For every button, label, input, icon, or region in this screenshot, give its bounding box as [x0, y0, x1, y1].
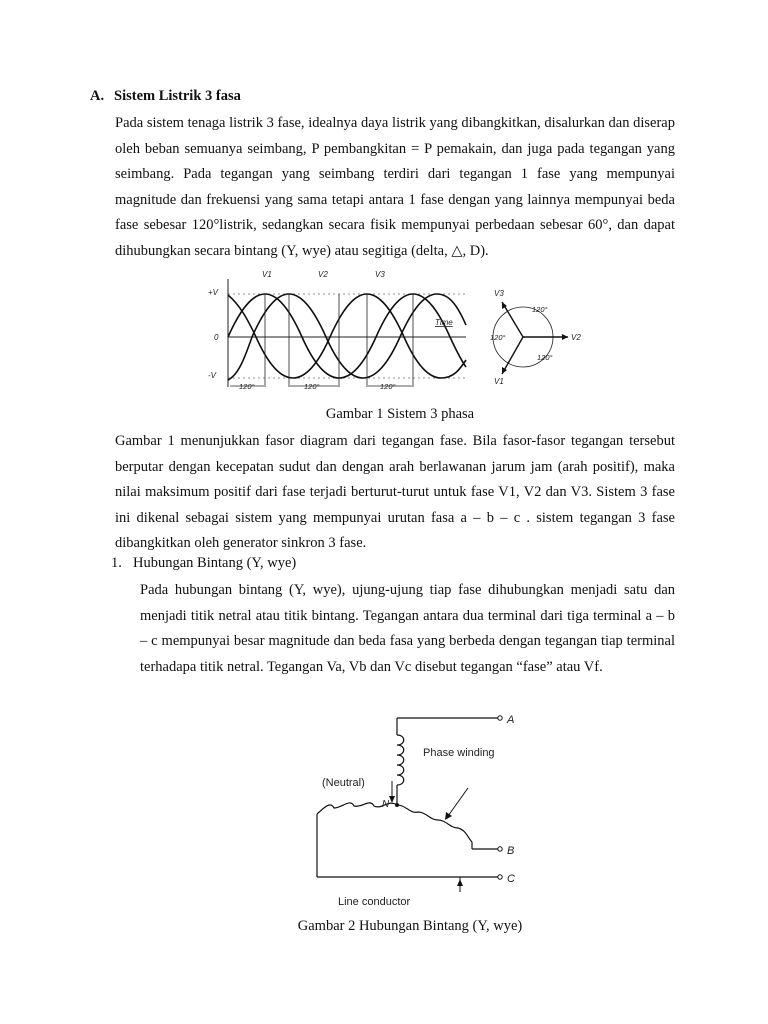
phase-winding-label: Phase winding: [423, 747, 495, 759]
phasor-angle-3: 120°: [537, 353, 553, 362]
wave-label-v2: V2: [318, 270, 328, 279]
axis-label-plus-v: +V: [208, 288, 219, 297]
terminal-b-label: B: [507, 845, 515, 857]
figure2-caption: Gambar 2 Hubungan Bintang (Y, wye): [297, 918, 523, 934]
section-label: A.: [90, 88, 105, 104]
subsection-heading: [111, 555, 296, 572]
phasor-label-v1: V1: [494, 377, 504, 386]
phasor-angle-1: 120°: [532, 305, 548, 314]
terminal-c-label: C: [507, 873, 515, 885]
phasor-label-v2: V2: [571, 333, 581, 342]
phasor-angle-2: 120°: [490, 333, 506, 342]
star-connection-diagram: [300, 710, 530, 915]
section-heading: [90, 88, 241, 105]
intro-paragraph: Pada sistem tenaga listrik 3 fase, idealnya daya listrik yang dibangkitkan, disalurkan dan diserap oleh beban semuanya seimbang, P pembangkitan = P pemakain, dan juga pada tegangan yang seimbang. Pada tegangan yang seimbang terdiri dari tegangan 1 fase yang mempunyai magnitude dan frekuensi yang sama tetapi antara 1 fase dengan yang lainnya mempunyai beda fase sebesar 120°listrik, sedangkan secara fisik mempunyai perbedaan sebesar 60°, dan dapat dihubungkan secara bintang (Y, wye) atau segitiga (delta, △, D).: [115, 115, 675, 259]
three-phase-waveform-figure: [200, 265, 470, 395]
interval-label-3: 120°: [380, 382, 396, 391]
neutral-label: (Neutral): [322, 777, 365, 789]
axis-label-minus-v: -V: [208, 371, 216, 380]
figure1-caption: Gambar 1 Sistem 3 phasa: [325, 406, 475, 422]
line-conductor-label: Line conductor: [338, 896, 411, 908]
terminal-a-label: A: [507, 714, 515, 726]
phasor-explanation-paragraph: Gambar 1 menunjukkan fasor diagram dari tegangan fase. Bila fasor-fasor tegangan tersebut berputar dengan kecepatan sudut dan dengan arah berlawanan jarum jam (arah positif), maka nilai maksimum positif dari fase terjadi berturut-turut untuk fase V1, V2 dan V3. Sistem 3 fase ini dikenal sebagai sistem yang mempunyai urutan fasa a – b – c . sistem tegangan 3 fase dibangkitkan oleh generator sinkron 3 fase.: [115, 433, 675, 552]
interval-label-1: 120°: [239, 382, 255, 391]
neutral-point-label: N: [382, 799, 390, 810]
section-title: Sistem Listrik 3 fasa: [114, 88, 241, 104]
axis-label-time: Time: [435, 318, 453, 327]
wave-label-v3: V3: [375, 270, 385, 279]
star-connection-paragraph: Pada hubungan bintang (Y, wye), ujung-ujung tiap fase dihubungkan menjadi satu dan menjadi titik netral atau titik bintang. Tegangan antara dua terminal dari tiga terminal a – b – c mempunyai besar magnitude dan beda fasa yang berbeda dengan tegangan tiap terminal terhadapa titik netral. Tegangan Va, Vb dan Vc disebut tegangan “fase” atau Vf.: [140, 582, 675, 675]
phasor-label-v3: V3: [494, 289, 504, 298]
axis-label-zero: 0: [214, 333, 219, 342]
wave-label-v1: V1: [262, 270, 272, 279]
phasor-diagram: [480, 282, 590, 387]
subsection-number: 1.: [111, 555, 122, 571]
interval-label-2: 120°: [304, 382, 320, 391]
subsection-title: Hubungan Bintang (Y, wye): [133, 555, 297, 571]
